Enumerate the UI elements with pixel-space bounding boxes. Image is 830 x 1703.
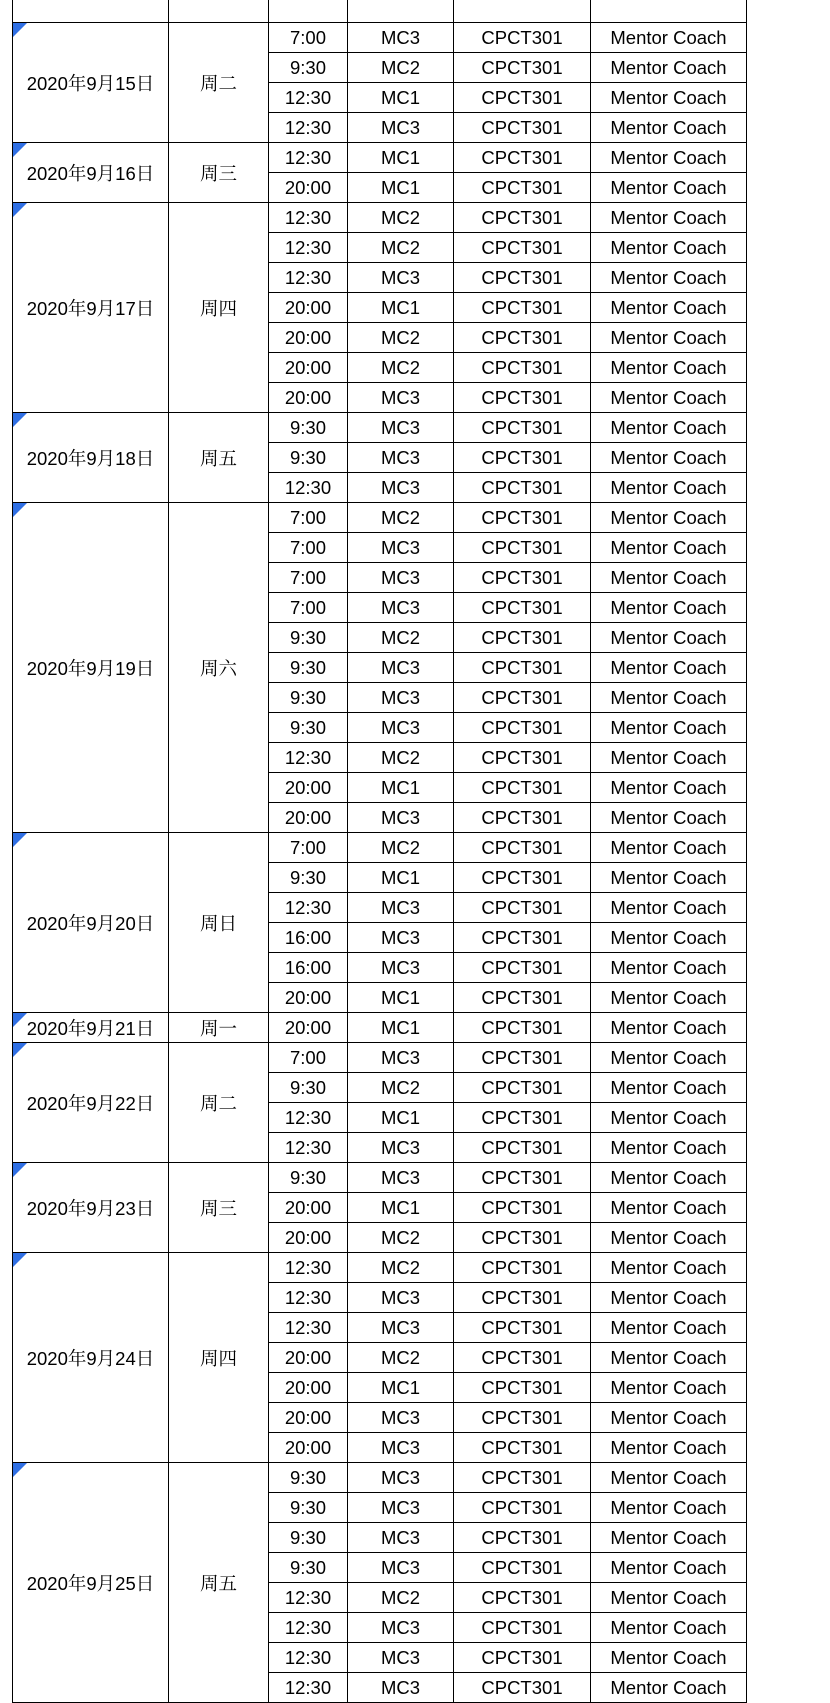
weekday-cell[interactable]: 周三 [169,1163,269,1253]
time-cell[interactable]: 7:00 [269,503,348,533]
date-cell[interactable] [13,203,169,413]
course-cell[interactable]: CPCT301 [454,1043,591,1073]
role-cell[interactable]: Mentor Coach [591,203,747,233]
time-cell[interactable]: 7:00 [269,563,348,593]
mentor-cell[interactable]: MC2 [348,1073,454,1103]
mentor-cell[interactable]: MC2 [348,1253,454,1283]
course-cell[interactable]: CPCT301 [454,1343,591,1373]
comment-indicator-icon[interactable] [13,1163,27,1177]
weekday-cell[interactable]: 周六 [169,503,269,833]
role-cell[interactable]: Mentor Coach [591,233,747,263]
date-text: 2020年9月18日 [26,447,155,469]
role-cell[interactable]: Mentor Coach [591,1103,747,1133]
role-cell[interactable]: Mentor Coach [591,1163,747,1193]
mentor-cell[interactable]: MC3 [348,593,454,623]
course-cell[interactable]: CPCT301 [454,1403,591,1433]
mentor-cell[interactable]: MC3 [348,23,454,53]
comment-indicator-icon[interactable] [13,1463,27,1477]
comment-indicator-icon[interactable] [13,413,27,427]
course-cell[interactable]: CPCT301 [454,1643,591,1673]
course-cell[interactable]: CPCT301 [454,1313,591,1343]
time-cell[interactable]: 12:30 [269,263,348,293]
course-cell[interactable]: CPCT301 [454,623,591,653]
weekday-cell[interactable]: 周二 [169,1043,269,1163]
time-cell[interactable]: 9:30 [269,443,348,473]
table-row [13,23,747,53]
role-cell[interactable]: Mentor Coach [591,1043,747,1073]
comment-indicator-icon[interactable] [13,23,27,37]
role-cell[interactable]: Mentor Coach [591,923,747,953]
comment-indicator-icon[interactable] [13,143,27,157]
mentor-cell[interactable]: MC2 [348,203,454,233]
role-cell[interactable]: Mentor Coach [591,653,747,683]
course-cell[interactable]: CPCT301 [454,863,591,893]
schedule-body [13,0,747,1703]
time-cell[interactable]: 7:00 [269,1043,348,1073]
mentor-cell[interactable]: MC3 [348,1163,454,1193]
role-cell[interactable]: Mentor Coach [591,683,747,713]
course-cell[interactable]: CPCT301 [454,1013,591,1043]
role-cell[interactable]: Mentor Coach [591,1313,747,1343]
table-row [13,1463,747,1493]
time-cell[interactable]: 9:30 [269,653,348,683]
role-cell[interactable]: Mentor Coach [591,1253,747,1283]
time-cell[interactable]: 12:30 [269,893,348,923]
time-cell[interactable]: 20:00 [269,1013,348,1043]
role-cell[interactable]: Mentor Coach [591,1283,747,1313]
mentor-cell[interactable]: MC3 [348,443,454,473]
course-cell[interactable]: CPCT301 [454,1433,591,1463]
role-cell[interactable]: Mentor Coach [591,353,747,383]
table-row [13,413,747,443]
role-cell[interactable]: Mentor Coach [591,533,747,563]
course-cell[interactable]: CPCT301 [454,1223,591,1253]
role-cell[interactable]: Mentor Coach [591,743,747,773]
time-cell[interactable]: 12:30 [269,1673,348,1703]
weekday-cell[interactable]: 周一 [169,1013,269,1043]
table-row-partial [13,0,747,23]
mentor-cell[interactable]: MC3 [348,653,454,683]
mentor-cell[interactable]: MC3 [348,1043,454,1073]
role-cell[interactable]: Mentor Coach [591,53,747,83]
mentor-cell[interactable]: MC2 [348,353,454,383]
date-cell[interactable] [13,1043,169,1163]
time-cell[interactable]: 20:00 [269,1223,348,1253]
mentor-cell[interactable]: MC1 [348,293,454,323]
time-cell[interactable]: 12:30 [269,1133,348,1163]
course-cell[interactable]: CPCT301 [454,1493,591,1523]
course-cell[interactable]: CPCT301 [454,1583,591,1613]
course-cell[interactable]: CPCT301 [454,533,591,563]
date-text: 2020年9月20日 [26,912,155,934]
mentor-cell[interactable]: MC1 [348,1103,454,1133]
mentor-cell[interactable]: MC3 [348,1283,454,1313]
weekday-cell[interactable]: 周四 [169,203,269,413]
role-cell[interactable]: Mentor Coach [591,503,747,533]
comment-indicator-icon[interactable] [13,833,27,847]
role-cell[interactable]: Mentor Coach [591,1073,747,1103]
course-cell[interactable]: CPCT301 [454,833,591,863]
weekday-cell[interactable]: 周三 [169,143,269,203]
role-cell[interactable]: Mentor Coach [591,413,747,443]
time-cell[interactable]: 12:30 [269,113,348,143]
role-cell[interactable]: Mentor Coach [591,1613,747,1643]
time-cell[interactable]: 20:00 [269,353,348,383]
schedule-table [12,0,747,1703]
role-cell[interactable]: Mentor Coach [591,1673,747,1703]
mentor-cell[interactable]: MC2 [348,1583,454,1613]
table-row [13,1163,747,1193]
mentor-cell[interactable]: MC2 [348,833,454,863]
course-cell[interactable]: CPCT301 [454,563,591,593]
date-text: 2020年9月15日 [26,72,155,94]
mentor-cell[interactable]: MC3 [348,413,454,443]
time-cell[interactable]: 7:00 [269,593,348,623]
course-cell[interactable]: CPCT301 [454,323,591,353]
course-cell[interactable]: CPCT301 [454,1673,591,1703]
date-text: 2020年9月24日 [26,1347,155,1369]
time-cell[interactable]: 20:00 [269,1343,348,1373]
mentor-cell[interactable]: MC3 [348,1133,454,1163]
course-cell[interactable]: CPCT301 [454,503,591,533]
mentor-cell[interactable]: MC2 [348,503,454,533]
mentor-cell[interactable]: MC3 [348,263,454,293]
time-cell[interactable]: 12:30 [269,143,348,173]
mentor-cell[interactable]: MC1 [348,773,454,803]
date-cell[interactable] [13,833,169,1013]
date-cell[interactable] [13,503,169,833]
mentor-cell[interactable]: MC3 [348,1433,454,1463]
course-cell[interactable]: CPCT301 [454,653,591,683]
course-cell[interactable]: CPCT301 [454,23,591,53]
time-cell[interactable]: 9:30 [269,683,348,713]
time-cell[interactable]: 16:00 [269,923,348,953]
time-cell[interactable]: 20:00 [269,293,348,323]
role-cell[interactable]: Mentor Coach [591,293,747,323]
time-cell[interactable]: 12:30 [269,1643,348,1673]
time-cell[interactable]: 9:30 [269,413,348,443]
course-cell[interactable]: CPCT301 [454,203,591,233]
weekday-cell[interactable]: 周五 [169,1463,269,1703]
time-cell[interactable]: 20:00 [269,323,348,353]
mentor-cell[interactable]: MC1 [348,1013,454,1043]
role-cell[interactable]: Mentor Coach [591,473,747,503]
date-cell-partial[interactable] [13,0,169,23]
mentor-cell[interactable]: MC3 [348,1643,454,1673]
course-cell[interactable]: CPCT301 [454,353,591,383]
mentor-cell[interactable]: MC3 [348,1553,454,1583]
day-cell-partial[interactable] [169,0,269,23]
mentor-cell[interactable]: MC3 [348,473,454,503]
time-cell[interactable]: 20:00 [269,1403,348,1433]
mentor-cell[interactable]: MC2 [348,1223,454,1253]
mentor-cell[interactable]: MC3 [348,1463,454,1493]
role-cell[interactable]: Mentor Coach [591,1493,747,1523]
weekday-cell[interactable]: 周日 [169,833,269,1013]
role-cell[interactable]: Mentor Coach [591,1643,747,1673]
table-row [13,1043,747,1073]
time-cell[interactable]: 12:30 [269,1283,348,1313]
mentor-cell[interactable]: MC3 [348,1523,454,1553]
mentor-cell[interactable]: MC3 [348,713,454,743]
time-cell[interactable]: 20:00 [269,173,348,203]
role-cell[interactable]: Mentor Coach [591,323,747,353]
mentor-cell[interactable]: MC3 [348,1313,454,1343]
time-cell[interactable]: 9:30 [269,1463,348,1493]
time-cell[interactable]: 12:30 [269,1253,348,1283]
date-cell[interactable] [13,1463,169,1703]
date-text: 2020年9月16日 [26,162,155,184]
course-cell[interactable]: CPCT301 [454,803,591,833]
mentor-cell[interactable]: MC1 [348,143,454,173]
time-cell[interactable]: 12:30 [269,1103,348,1133]
comment-indicator-icon[interactable] [13,1253,27,1267]
course-cell[interactable]: CPCT301 [454,953,591,983]
course-cell[interactable]: CPCT301 [454,743,591,773]
role-cell[interactable]: Mentor Coach [591,1133,747,1163]
role-cell[interactable]: Mentor Coach [591,623,747,653]
course-cell[interactable]: CPCT301 [454,413,591,443]
role-cell[interactable]: Mentor Coach [591,863,747,893]
role-cell[interactable]: Mentor Coach [591,983,747,1013]
role-cell[interactable]: Mentor Coach [591,263,747,293]
time-cell[interactable]: 20:00 [269,983,348,1013]
time-cell[interactable]: 12:30 [269,1613,348,1643]
table-row [13,1253,747,1283]
mentor-cell[interactable]: MC2 [348,623,454,653]
mentor-cell[interactable]: MC2 [348,743,454,773]
course-cell[interactable]: CPCT301 [454,893,591,923]
mentor-cell[interactable]: MC2 [348,53,454,83]
comment-indicator-icon[interactable] [13,1043,27,1057]
weekday-cell[interactable]: 周四 [169,1253,269,1463]
time-cell[interactable]: 7:00 [269,23,348,53]
course-cell[interactable]: CPCT301 [454,143,591,173]
time-cell[interactable]: 20:00 [269,773,348,803]
weekday-cell[interactable]: 周五 [169,413,269,503]
weekday-cell[interactable]: 周二 [169,23,269,143]
table-row [13,203,747,233]
date-text: 2020年9月23日 [26,1197,155,1219]
role-cell[interactable]: Mentor Coach [591,1403,747,1433]
role-cell[interactable]: Mentor Coach [591,893,747,923]
mentor-cell-partial[interactable] [348,0,454,23]
mentor-cell[interactable]: MC3 [348,1493,454,1523]
mentor-cell[interactable]: MC1 [348,173,454,203]
date-cell[interactable] [13,413,169,503]
role-cell[interactable]: Mentor Coach [591,1433,747,1463]
mentor-cell[interactable]: MC1 [348,83,454,113]
time-cell[interactable]: 20:00 [269,803,348,833]
time-cell[interactable]: 12:30 [269,1583,348,1613]
course-cell[interactable]: CPCT301 [454,1253,591,1283]
role-cell[interactable]: Mentor Coach [591,1193,747,1223]
role-cell[interactable]: Mentor Coach [591,1523,747,1553]
mentor-cell[interactable]: MC2 [348,233,454,263]
mentor-cell[interactable]: MC3 [348,893,454,923]
date-text: 2020年9月21日 [26,1017,155,1039]
time-cell[interactable]: 12:30 [269,1313,348,1343]
course-cell-partial[interactable] [454,0,591,23]
date-cell[interactable] [13,23,169,143]
role-cell[interactable]: Mentor Coach [591,713,747,743]
role-cell[interactable]: Mentor Coach [591,563,747,593]
course-cell[interactable]: CPCT301 [454,263,591,293]
time-cell[interactable]: 12:30 [269,743,348,773]
time-cell[interactable]: 9:30 [269,1163,348,1193]
date-text: 2020年9月25日 [26,1572,155,1594]
role-cell[interactable]: Mentor Coach [591,1223,747,1253]
role-cell[interactable]: Mentor Coach [591,773,747,803]
course-cell[interactable]: CPCT301 [454,1463,591,1493]
role-cell[interactable]: Mentor Coach [591,1373,747,1403]
role-cell[interactable]: Mentor Coach [591,1553,747,1583]
role-cell[interactable]: Mentor Coach [591,593,747,623]
course-cell[interactable]: CPCT301 [454,1613,591,1643]
role-cell[interactable]: Mentor Coach [591,833,747,863]
course-cell[interactable]: CPCT301 [454,683,591,713]
role-cell[interactable]: Mentor Coach [591,383,747,413]
course-cell[interactable]: CPCT301 [454,1553,591,1583]
course-cell[interactable]: CPCT301 [454,113,591,143]
mentor-cell[interactable]: MC2 [348,323,454,353]
role-cell[interactable]: Mentor Coach [591,173,747,203]
role-cell[interactable]: Mentor Coach [591,803,747,833]
time-cell[interactable]: 12:30 [269,83,348,113]
mentor-cell[interactable]: MC3 [348,563,454,593]
role-cell-partial[interactable] [591,0,747,23]
role-cell[interactable]: Mentor Coach [591,1463,747,1493]
mentor-cell[interactable]: MC1 [348,983,454,1013]
time-cell[interactable]: 20:00 [269,383,348,413]
time-cell[interactable]: 9:30 [269,1553,348,1583]
mentor-cell[interactable]: MC3 [348,533,454,563]
date-cell[interactable] [13,1013,169,1043]
role-cell[interactable]: Mentor Coach [591,23,747,53]
role-cell[interactable]: Mentor Coach [591,1343,747,1373]
date-cell[interactable] [13,143,169,203]
mentor-cell[interactable]: MC3 [348,383,454,413]
mentor-cell[interactable]: MC3 [348,953,454,983]
comment-indicator-icon[interactable] [13,503,27,517]
mentor-cell[interactable]: MC3 [348,1403,454,1433]
course-cell[interactable]: CPCT301 [454,383,591,413]
table-row [13,143,747,173]
time-cell[interactable]: 9:30 [269,1523,348,1553]
mentor-cell[interactable]: MC3 [348,683,454,713]
table-row [13,1013,747,1043]
time-cell[interactable]: 20:00 [269,1433,348,1463]
time-cell-partial[interactable] [269,0,348,23]
course-cell[interactable]: CPCT301 [454,473,591,503]
time-cell[interactable]: 7:00 [269,833,348,863]
time-cell[interactable]: 9:30 [269,1073,348,1103]
role-cell[interactable]: Mentor Coach [591,953,747,983]
course-cell[interactable]: CPCT301 [454,1133,591,1163]
course-cell[interactable]: CPCT301 [454,53,591,83]
time-cell[interactable]: 20:00 [269,1193,348,1223]
course-cell[interactable]: CPCT301 [454,1103,591,1133]
time-cell[interactable]: 20:00 [269,1373,348,1403]
course-cell[interactable]: CPCT301 [454,1073,591,1103]
course-cell[interactable]: CPCT301 [454,1193,591,1223]
mentor-cell[interactable]: MC3 [348,923,454,953]
course-cell[interactable]: CPCT301 [454,773,591,803]
mentor-cell[interactable]: MC1 [348,1373,454,1403]
mentor-cell[interactable]: MC1 [348,863,454,893]
course-cell[interactable]: CPCT301 [454,173,591,203]
course-cell[interactable]: CPCT301 [454,713,591,743]
date-text: 2020年9月22日 [26,1092,155,1114]
time-cell[interactable]: 9:30 [269,1493,348,1523]
course-cell[interactable]: CPCT301 [454,443,591,473]
course-cell[interactable]: CPCT301 [454,293,591,323]
time-cell[interactable]: 9:30 [269,53,348,83]
role-cell[interactable]: Mentor Coach [591,83,747,113]
course-cell[interactable]: CPCT301 [454,983,591,1013]
mentor-cell[interactable]: MC3 [348,803,454,833]
time-cell[interactable]: 12:30 [269,473,348,503]
comment-indicator-icon[interactable] [13,1013,27,1027]
course-cell[interactable]: CPCT301 [454,923,591,953]
time-cell[interactable]: 9:30 [269,713,348,743]
time-cell[interactable]: 12:30 [269,233,348,263]
course-cell[interactable]: CPCT301 [454,1373,591,1403]
comment-indicator-icon[interactable] [13,203,27,217]
course-cell[interactable]: CPCT301 [454,1283,591,1313]
role-cell[interactable]: Mentor Coach [591,143,747,173]
role-cell[interactable]: Mentor Coach [591,443,747,473]
time-cell[interactable]: 9:30 [269,863,348,893]
mentor-cell[interactable]: MC3 [348,1613,454,1643]
course-cell[interactable]: CPCT301 [454,1163,591,1193]
date-cell[interactable] [13,1163,169,1253]
course-cell[interactable]: CPCT301 [454,593,591,623]
mentor-cell[interactable]: MC3 [348,113,454,143]
time-cell[interactable]: 16:00 [269,953,348,983]
date-text: 2020年9月19日 [26,657,155,679]
table-row [13,833,747,863]
time-cell[interactable]: 9:30 [269,623,348,653]
time-cell[interactable]: 7:00 [269,533,348,563]
role-cell[interactable]: Mentor Coach [591,113,747,143]
course-cell[interactable]: CPCT301 [454,83,591,113]
date-text: 2020年9月17日 [26,297,155,319]
time-cell[interactable]: 12:30 [269,203,348,233]
course-cell[interactable]: CPCT301 [454,1523,591,1553]
role-cell[interactable]: Mentor Coach [591,1583,747,1613]
mentor-cell[interactable]: MC3 [348,1673,454,1703]
role-cell[interactable]: Mentor Coach [591,1013,747,1043]
mentor-cell[interactable]: MC1 [348,1193,454,1223]
table-row [13,503,747,533]
date-cell[interactable] [13,1253,169,1463]
course-cell[interactable]: CPCT301 [454,233,591,263]
mentor-cell[interactable]: MC2 [348,1343,454,1373]
